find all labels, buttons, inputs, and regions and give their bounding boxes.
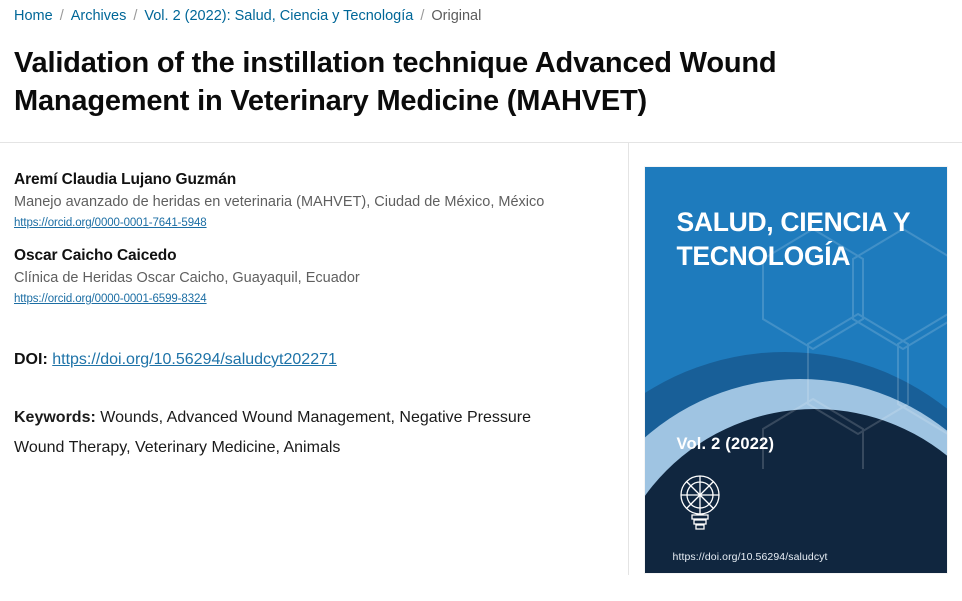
author-name: Aremí Claudia Lujano Guzmán [14,171,237,188]
breadcrumb-item-current: Original [431,8,482,24]
breadcrumb-separator: / [59,8,64,24]
breadcrumb-separator: / [133,8,138,24]
keywords-value: Wounds, Advanced Wound Management, Negative Pressure Wound Therapy, Veterinary Medicine, Animals [14,409,532,456]
breadcrumb-item-home[interactable]: Home [14,8,53,24]
breadcrumb-item-archives[interactable]: Archives [70,8,127,24]
article-body [0,143,962,575]
spacer [14,321,606,347]
cover-journal-title: SALUD, CIENCIA Y TECNOLOGÍA [676,207,910,271]
lightbulb-icon [669,467,731,539]
author-name: Oscar Caicho Caicedo [14,247,177,264]
cover-volume-label: Vol. 2 (2022) [676,435,775,453]
keywords-label: Keywords: [14,409,96,426]
page-title: Validation of the instillation technique Advanced Wound Management in Veterinary Medicine (MAHVET) [14,47,777,117]
author-affiliation: Clínica de Heridas Oscar Caicho, Guayaquil, Ecuador [14,270,360,286]
author-entry [14,169,606,231]
doi-label: DOI: [14,351,48,368]
breadcrumb-separator: / [420,8,425,24]
doi-row [14,347,606,373]
cover-doi-text: https://doi.org/10.56294/saludcyt [672,551,828,563]
keywords-row [14,403,574,463]
author-affiliation: Manejo avanzado de heridas en veterinaria (MAHVET), Ciudad de México, México [14,194,545,210]
issue-cover-image[interactable] [645,167,947,573]
author-orcid-link[interactable]: https://orcid.org/0000-0001-6599-8324 [14,293,207,305]
author-orcid-link[interactable]: https://orcid.org/0000-0001-7641-5948 [14,217,207,229]
author-entry [14,245,606,307]
doi-link[interactable]: https://doi.org/10.56294/saludcyt202271 [52,351,337,368]
article-side-column [628,143,962,575]
breadcrumb-item-issue[interactable]: Vol. 2 (2022): Salud, Ciencia y Tecnología [144,8,414,24]
breadcrumb [0,0,962,26]
spacer [14,373,606,403]
article-main-column [0,143,628,575]
